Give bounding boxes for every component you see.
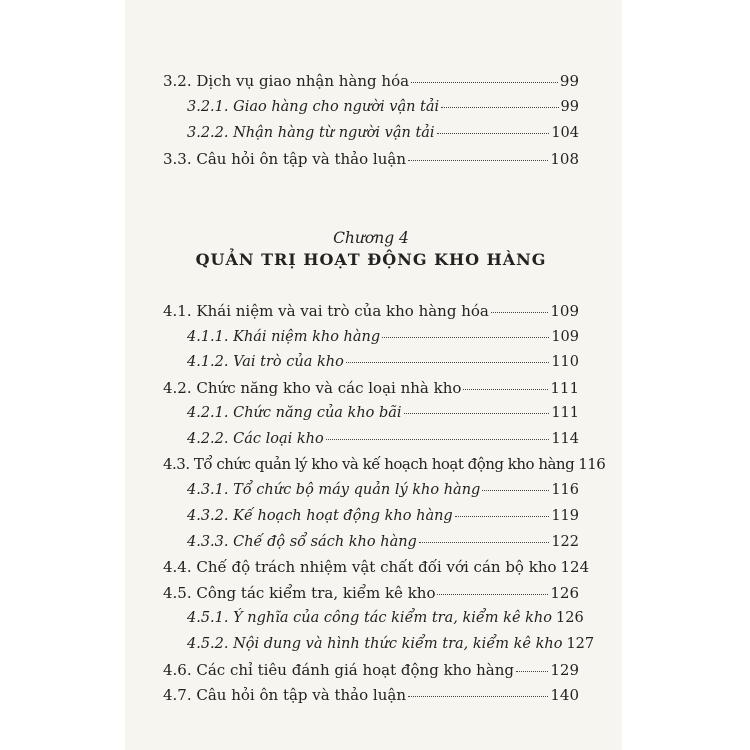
toc-entry-page: 109: [550, 302, 579, 320]
toc-entry-text: 4.4. Chế độ trách nhiệm vật chất đối với cán bộ kho: [163, 558, 557, 576]
toc-entry-text: 3.2.2. Nhận hàng từ người vận tải: [187, 125, 435, 141]
toc-entry-page: 124: [560, 558, 590, 576]
dot-leader: [326, 438, 550, 440]
toc-entry: [187, 430, 579, 448]
toc-entry-text: 4.5.1. Ý nghĩa của công tác kiểm tra, kiểm kê kho: [187, 610, 552, 626]
dot-leader: [382, 336, 549, 338]
dot-leader: [419, 541, 549, 543]
toc-entry-text: 4.6. Các chỉ tiêu đánh giá hoạt động kho hàng: [163, 661, 514, 679]
toc-entry-page: 122: [551, 534, 579, 550]
toc-entry-text: 4.3.2. Kế hoạch hoạt động kho hàng: [187, 508, 453, 524]
toc-entry-text: 3.2.1. Giao hàng cho người vận tải: [187, 99, 440, 115]
dot-leader: [516, 670, 548, 672]
toc-entry-page: 109: [551, 329, 579, 345]
toc-entry: [187, 328, 579, 346]
toc-entry-text: 4.3.1. Tổ chức bộ máy quản lý kho hàng: [187, 482, 481, 498]
dot-leader: [404, 412, 550, 414]
toc-entry-text: 4.7. Câu hỏi ôn tập và thảo luận: [163, 686, 406, 704]
toc-entry-page: 110: [551, 354, 579, 370]
dot-leader: [491, 311, 549, 313]
dot-leader: [437, 132, 550, 134]
toc-entry-page: 129: [550, 661, 579, 679]
dot-leader: [411, 81, 558, 83]
toc-entry: [163, 302, 579, 320]
dot-leader: [437, 593, 548, 595]
toc-entry-text: 4.1.2. Vai trò của kho: [187, 354, 344, 370]
toc-entry: [163, 661, 579, 679]
toc-entry: [187, 124, 579, 142]
toc-entry-text: 3.2. Dịch vụ giao nhận hàng hóa: [163, 72, 410, 90]
toc-entry-page: 104: [551, 125, 579, 141]
toc-entry-page: 114: [551, 431, 579, 447]
dot-leader: [463, 388, 548, 390]
toc-entry: [163, 379, 579, 397]
toc-entry-text: 3.3. Câu hỏi ôn tập và thảo luận: [163, 150, 406, 168]
dot-leader: [408, 695, 548, 697]
toc-entry: [163, 72, 579, 90]
toc-entry-text: 4.2. Chức năng kho và các loại nhà kho: [163, 379, 462, 397]
dot-leader: [441, 106, 558, 108]
toc-entry-text: 4.1. Khái niệm và vai trò của kho hàng hóa: [163, 302, 489, 320]
toc-entry-page: 111: [550, 379, 579, 397]
dot-leader: [455, 515, 550, 517]
toc-entry-page: 140: [550, 686, 579, 704]
toc-entry-text: 4.2.1. Chức năng của kho bãi: [187, 405, 402, 421]
toc-entry-page: 126: [556, 610, 584, 626]
toc-entry-page: 119: [551, 508, 579, 524]
toc-entry: [187, 481, 579, 499]
toc-entry-text: 4.3.3. Chế độ sổ sách kho hàng: [187, 534, 417, 550]
toc-entry-text: 4.2.2. Các loại kho: [187, 431, 324, 447]
toc-entry: [187, 353, 579, 371]
toc-entry-page: 116: [578, 455, 606, 473]
toc-entry-page: 116: [551, 482, 579, 498]
chapter-number: Chương 4: [333, 229, 409, 247]
toc-entry-page: 99: [559, 72, 579, 90]
toc-entry: [163, 455, 606, 473]
toc-entry-text: 4.3. Tổ chức quản lý kho và kế hoạch hoạt động kho hàng: [163, 455, 575, 473]
toc-entry-page: 99: [560, 99, 579, 115]
toc-entry-text: 4.1.1. Khái niệm kho hàng: [187, 329, 381, 345]
toc-entry-page: 111: [551, 405, 579, 421]
dot-leader: [482, 489, 549, 491]
toc-entry-page: 108: [550, 150, 579, 168]
toc-entry: [187, 609, 584, 627]
dot-leader: [346, 361, 550, 363]
toc-entry-page: 127: [566, 636, 595, 652]
toc-entry-page: 126: [550, 584, 579, 602]
toc-entry-text: 4.5.2. Nội dung và hình thức kiểm tra, kiểm kê kho: [187, 636, 563, 652]
toc-entry: [163, 150, 579, 168]
toc-entry: [163, 686, 579, 704]
chapter-title: QUẢN TRỊ HOẠT ĐỘNG KHO HÀNG: [195, 250, 547, 269]
toc-entry: [187, 98, 579, 116]
toc-entry: [163, 584, 579, 602]
toc-entry-text: 4.5. Công tác kiểm tra, kiểm kê kho: [163, 584, 436, 602]
toc-entry: [163, 558, 590, 576]
toc-entry: [187, 404, 579, 422]
toc-entry: [187, 533, 579, 551]
toc-entry: [187, 635, 595, 653]
toc-entry: [187, 507, 579, 525]
dot-leader: [408, 159, 548, 161]
